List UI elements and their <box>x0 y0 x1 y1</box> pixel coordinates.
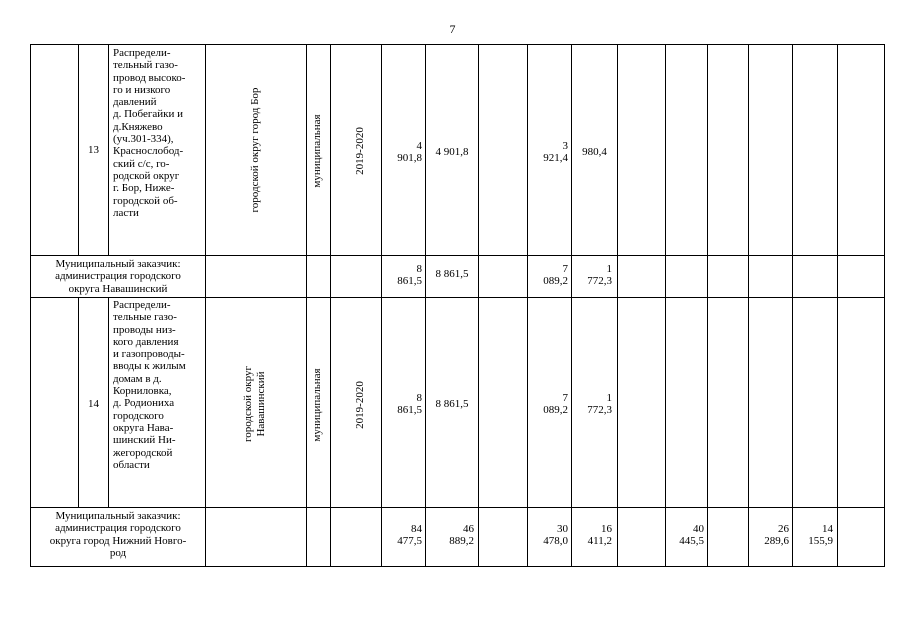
funding-source-1: 3 921,4 <box>543 140 568 165</box>
row-number: 13 <box>88 144 99 156</box>
column-divider <box>792 44 793 567</box>
row-divider <box>30 255 885 256</box>
column-divider <box>425 44 426 567</box>
column-divider <box>748 44 749 567</box>
funding-source-2: 1 772,3 <box>587 392 612 417</box>
funding-source-2: 1 772,3 <box>587 263 612 288</box>
row-divider <box>30 507 885 508</box>
funding-source-1: 7 089,2 <box>543 263 568 288</box>
project-name: Распредели- тельные газо- проводы низ- кого давления и газопроводы- вводы к жилым домам в д. Корниловка, д. Родиониха городского округа Нава- шинский Ни- жегородской области <box>113 299 186 471</box>
ownership-type: муниципальная <box>311 114 323 188</box>
table-border-top <box>30 44 885 45</box>
column-divider <box>665 44 666 567</box>
column-divider <box>837 44 838 567</box>
row-number: 14 <box>88 398 99 410</box>
funding-source-2: 980,4 <box>582 146 607 158</box>
column-divider <box>205 44 206 567</box>
column-divider <box>108 44 109 256</box>
column-divider <box>30 44 31 567</box>
municipal-customer: Муниципальный заказчик: администрация городского округа город Нижний Новго- род <box>49 510 187 559</box>
total-cost: 84 477,5 <box>397 523 422 548</box>
funding-source-3: 40 445,5 <box>679 523 704 548</box>
implementation-period: 2019-2020 <box>354 127 366 175</box>
municipality: городской округ Навашинский <box>242 365 267 443</box>
project-name: Распредели- тельный газо- провод высоко- го и низкого давлений д. Побегайки и д.Княжево (уч.301-334), Краснослобод- ский с/с, го- родской округ г. Бор, Ниже- городской об- ласти <box>113 47 186 219</box>
table-border-bottom <box>30 566 885 567</box>
municipality: городской округ город Бор <box>249 87 261 213</box>
funding-source-2: 16 411,2 <box>587 523 612 548</box>
total-cost: 8 861,5 <box>397 392 422 417</box>
column-divider <box>330 44 331 567</box>
total-cost: 4 901,8 <box>397 140 422 165</box>
column-divider <box>527 44 528 567</box>
funding-amount: 8 861,5 <box>435 268 469 280</box>
ownership-type: муниципальная <box>311 368 323 442</box>
column-divider <box>571 44 572 567</box>
column-divider <box>381 44 382 567</box>
funding-source-1: 7 089,2 <box>543 392 568 417</box>
total-cost: 8 861,5 <box>397 263 422 288</box>
municipal-customer: Муниципальный заказчик: администрация городского округа Навашинский <box>55 258 181 295</box>
funding-amount: 8 861,5 <box>435 398 469 410</box>
column-divider <box>478 44 479 567</box>
column-divider <box>108 297 109 508</box>
funding-amount: 46 889,2 <box>449 523 474 548</box>
column-divider <box>617 44 618 567</box>
column-divider <box>707 44 708 567</box>
funding-source-4: 26 289,6 <box>764 523 789 548</box>
funding-source-1: 30 478,0 <box>543 523 568 548</box>
page-number: 7 <box>449 22 456 36</box>
row-divider <box>30 297 885 298</box>
column-divider <box>884 44 885 567</box>
implementation-period: 2019-2020 <box>354 381 366 429</box>
column-divider <box>306 44 307 567</box>
funding-source-5: 14 155,9 <box>808 523 833 548</box>
funding-amount: 4 901,8 <box>435 146 469 158</box>
